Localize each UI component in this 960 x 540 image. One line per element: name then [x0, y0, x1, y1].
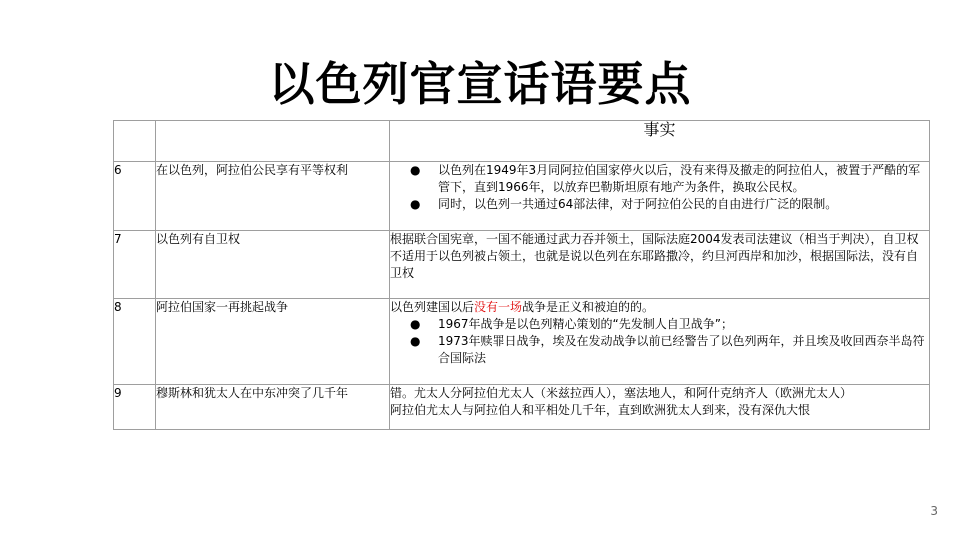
- fact-intro: [390, 299, 929, 316]
- claim-cell: 在以色列，阿拉伯公民享有平等权利: [156, 162, 390, 231]
- list-item-text: 1967年战争是以色列精心策划的“先发制人自卫战争”；: [438, 317, 733, 331]
- header-cell-number: [114, 121, 156, 162]
- bullet-icon: ●: [410, 317, 421, 331]
- list-item-text: 1973年赎罪日战争，埃及在发动战争以前已经警告了以色列两年，并且埃及收回西奈半岛符合国际法: [438, 334, 925, 365]
- bullet-icon: ●: [410, 163, 421, 177]
- list-item: [390, 316, 929, 333]
- row-number: 6: [114, 162, 156, 231]
- table-row: [114, 299, 930, 385]
- fact-intro-after: 战争是正义和被迫的的。: [522, 300, 655, 314]
- bullet-icon: ●: [410, 197, 421, 211]
- fact-cell: [390, 299, 930, 385]
- table-header-row: [114, 121, 930, 162]
- claim-cell: 阿拉伯国家一再挑起战争: [156, 299, 390, 385]
- header-cell-claim: [156, 121, 390, 162]
- list-item: [390, 333, 929, 367]
- row-number: 9: [114, 385, 156, 430]
- fact-cell: 根据联合国宪章，一国不能通过武力吞并领土，国际法庭2004发表司法建议（相当于判决），自卫权不适用于以色列被占领土，也就是说以色列在东耶路撒冷，约旦河西岸和加沙，根据国际法，没有自卫权: [390, 231, 930, 299]
- claim-cell: 穆斯林和犹太人在中东冲突了几千年: [156, 385, 390, 430]
- header-cell-facts: 事实: [390, 121, 930, 162]
- fact-line: 阿拉伯尤太人与阿拉伯人和平相处几千年，直到欧洲犹太人到来，没有深仇大恨: [390, 403, 811, 417]
- fact-line: 错。尤太人分阿拉伯尤太人（米兹拉西人），塞法地人，和阿什克纳齐人（欧洲尤太人）: [390, 386, 853, 400]
- table-row: [114, 385, 930, 430]
- row-number: 7: [114, 231, 156, 299]
- list-item: [390, 162, 929, 196]
- slide-title: 以色列官宣话语要点: [268, 57, 692, 111]
- row-number: 8: [114, 299, 156, 385]
- facts-table: [113, 120, 930, 430]
- fact-bullet-list: [390, 316, 929, 367]
- table-row: [114, 162, 930, 231]
- bullet-icon: ●: [410, 334, 421, 348]
- claim-cell: 以色列有自卫权: [156, 231, 390, 299]
- fact-bullet-list: [390, 162, 929, 213]
- fact-intro-highlight: 没有一场: [474, 300, 523, 314]
- fact-cell: [390, 162, 930, 231]
- table-row: [114, 231, 930, 299]
- list-item-text: 以色列在1949年3月同阿拉伯国家停火以后，没有来得及撤走的阿拉伯人，被置于严酷的军管下，直到1966年，以放弃巴勒斯坦原有地产为条件，换取公民权。: [438, 163, 921, 194]
- page-number: 3: [930, 504, 938, 518]
- fact-intro-before: 以色列建国以后: [390, 300, 475, 314]
- list-item-text: 同时，以色列一共通过64部法律，对于阿拉伯公民的自由进行广泛的限制。: [438, 197, 838, 211]
- fact-cell: [390, 385, 930, 430]
- list-item: [390, 196, 929, 213]
